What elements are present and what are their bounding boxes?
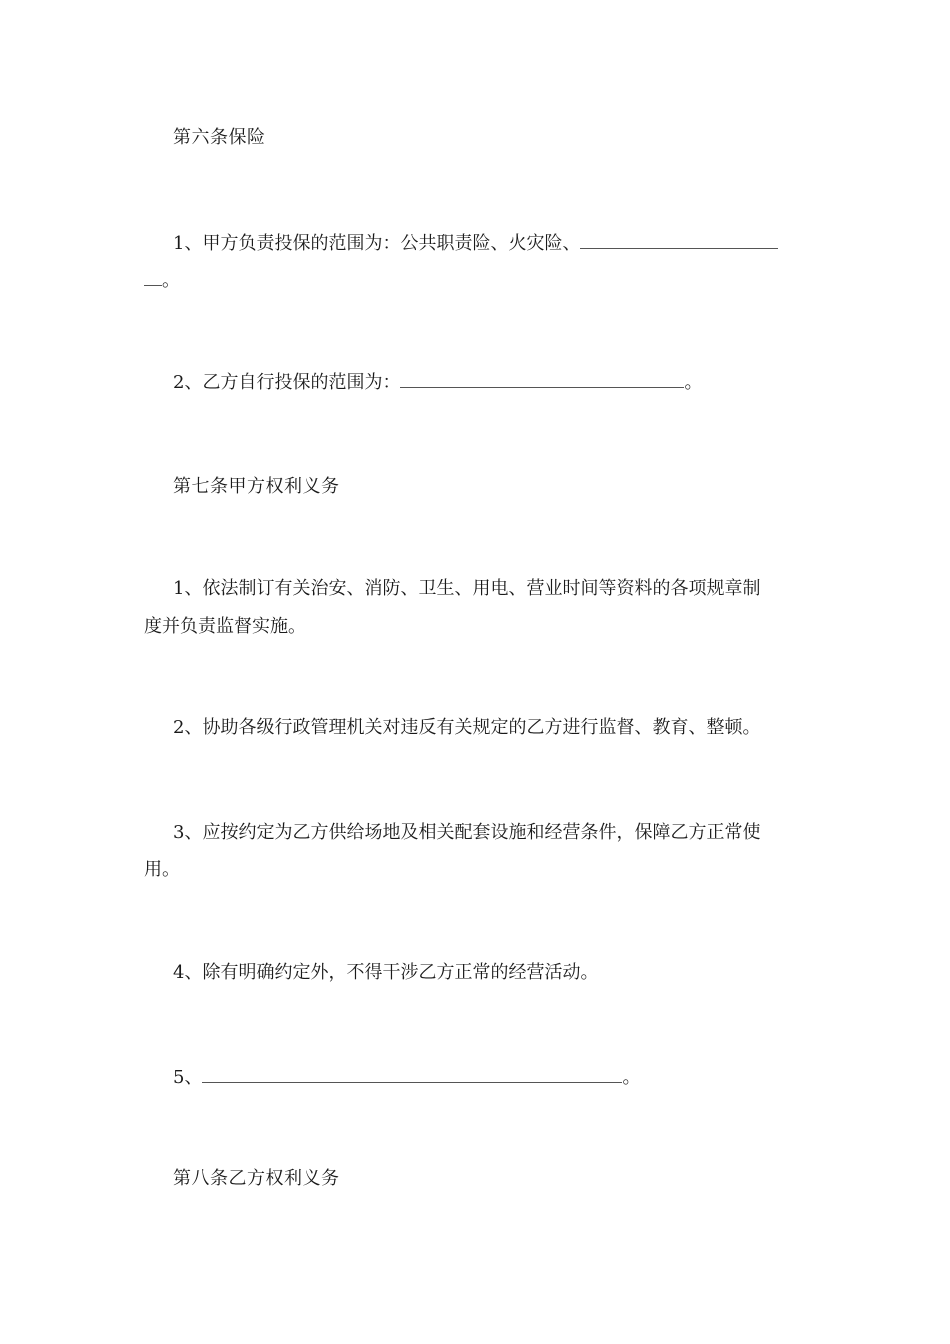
section-7-item-2: 2、协助各级行政管理机关对违反有关规定的乙方进行监督、教育、整顿。 — [173, 717, 761, 738]
fill-in-blank[interactable] — [580, 232, 778, 249]
section-6-item-2-text: 2、乙方自行投保的范围为： — [173, 372, 401, 393]
section-6-item-1-end: 。 — [162, 270, 180, 291]
section-7-item-1-line-1: 1、依法制订有关治安、消防、卫生、用电、营业时间等资料的各项规章制 — [173, 578, 761, 599]
section-7-item-5-end: 。 — [622, 1067, 641, 1088]
section-7-item-5 — [173, 1066, 640, 1089]
section-6-item-2 — [173, 371, 702, 394]
section-7-heading: 第七条甲方权利义务 — [173, 476, 340, 497]
section-6-heading: 第六条保险 — [173, 127, 266, 148]
section-6-item-2-end: 。 — [684, 372, 703, 393]
fill-in-blank[interactable] — [400, 371, 684, 388]
section-7-item-3-line-1: 3、应按约定为乙方供给场地及相关配套设施和经营条件，保障乙方正常使 — [173, 822, 761, 843]
fill-in-blank[interactable] — [144, 269, 162, 286]
section-7-item-4: 4、除有明确约定外，不得干涉乙方正常的经营活动。 — [173, 962, 599, 983]
section-7-item-5-text: 5、 — [173, 1067, 203, 1088]
section-6-item-1-continued — [144, 269, 180, 292]
section-7-item-3-line-2: 用。 — [144, 859, 180, 880]
section-8-heading: 第八条乙方权利义务 — [173, 1168, 340, 1189]
section-7-item-1-line-2: 度并负责监督实施。 — [144, 616, 306, 637]
section-6-item-1-text: 1、甲方负责投保的范围为：公共职责险、火灾险、 — [173, 233, 581, 254]
fill-in-blank[interactable] — [202, 1066, 622, 1083]
section-6-item-1 — [173, 232, 778, 255]
